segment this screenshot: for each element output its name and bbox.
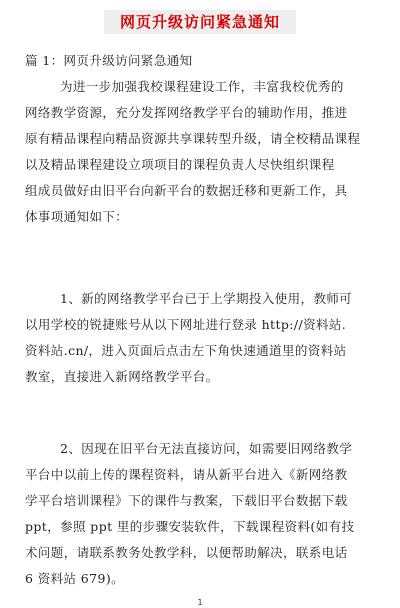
item1-line: 资料站.cn/，进入页面后点击左下角快速通道里的资料站 bbox=[25, 343, 347, 358]
intro-line: 体事项通知如下： bbox=[25, 209, 129, 224]
title-banner bbox=[0, 10, 400, 34]
intro-line: 为进一步加强我校课程建设工作，丰富我校优秀的 bbox=[60, 79, 344, 94]
intro-line: 网络教学资源，充分发挥网络教学平台的辅助作用，推进 bbox=[25, 105, 348, 120]
item2-line: 平台中以前上传的课程资料，请从新平台进入《新网络教 bbox=[25, 467, 348, 482]
intro-line: 组成员做好由旧平台向新平台的数据迁移和更新工作，具 bbox=[25, 183, 348, 198]
item2-line: 术问题，请联系教务处教学科，以便帮助解决，联系电话 bbox=[25, 545, 348, 560]
section-heading: 篇 1：网页升级访问紧急通知 bbox=[25, 53, 193, 68]
item2-line: 6 资料站 679)。 bbox=[25, 571, 125, 586]
page-number: 1 bbox=[197, 598, 203, 607]
item1-line: 1、新的网络教学平台已于上学期投入使用，教师可 bbox=[60, 291, 353, 306]
document-title: 网页升级访问紧急通知 bbox=[104, 10, 296, 34]
item2-line: 2、因现在旧平台无法直接访问，如需要旧网络教学 bbox=[60, 441, 353, 456]
intro-line: 原有精品课程向精品资源共享课转型升级，请全校精品课程 bbox=[25, 131, 361, 146]
item2-line: ppt，参照 ppt 里的步骤安装软件，下载课程资料(如有技 bbox=[25, 519, 355, 534]
item1-line: 教室，直接进入新网络教学平台。 bbox=[25, 369, 219, 384]
intro-line: 以及精品课程建设立项项目的课程负责人尽快组织课程 bbox=[25, 157, 335, 172]
item1-line: 以用学校的锐捷账号从以下网址进行登录 http://资料站. bbox=[25, 317, 347, 332]
item2-line: 学平台培训课程》下的课件与教案，下载旧平台数据下载 bbox=[25, 493, 348, 508]
